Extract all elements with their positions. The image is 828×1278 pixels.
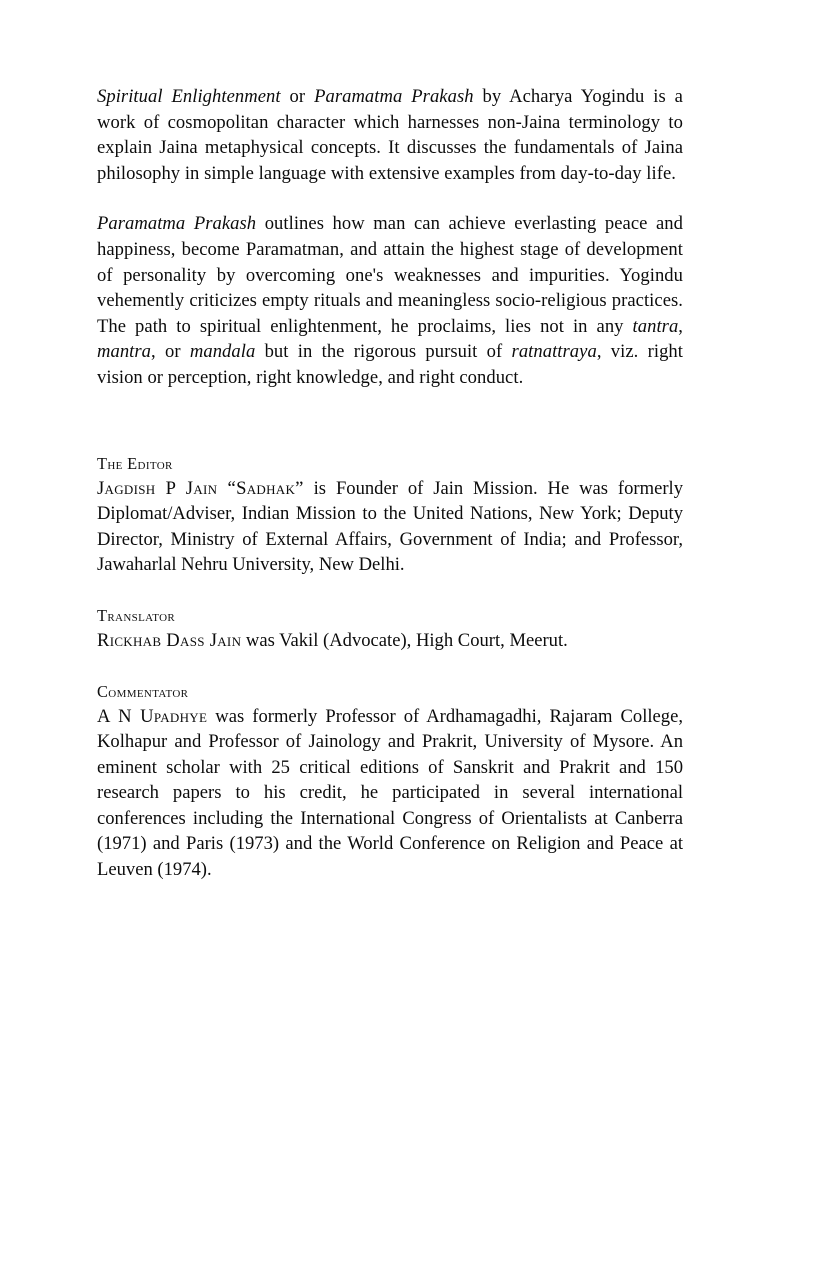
- role-heading-commentator: Commentator: [97, 681, 189, 701]
- person-name-translator: Rickhab Dass Jain: [97, 629, 242, 651]
- person-name-commentator: A N Upadhye: [97, 705, 208, 727]
- role-block-commentator: [97, 681, 683, 883]
- term-tantra: tantra: [632, 315, 679, 337]
- book-title-italic-2: Paramatma Prakash: [314, 86, 474, 107]
- text-column: [97, 84, 683, 883]
- blurb-2-body-c: , viz. right vision or perception, right knowledge, and right conduct.: [97, 341, 683, 388]
- blurb-2-body-b: but in the rigorous pursuit of: [255, 341, 512, 363]
- role-body-editor: [97, 476, 683, 578]
- role-block-translator: [97, 605, 683, 654]
- blurb-2-sep-1: ,: [678, 315, 683, 337]
- book-title-italic-1: Spiritual Enlightenment: [97, 86, 281, 107]
- blurb-paragraph-2: [97, 211, 683, 390]
- term-mantra: mantra: [97, 341, 152, 363]
- blurb-2-sep-2: , or: [151, 341, 190, 363]
- term-ratnattraya: ratnattraya: [511, 341, 597, 363]
- person-name-editor: Jagdish P Jain “Sadhak”: [97, 477, 304, 499]
- role-body-commentator: [97, 704, 683, 883]
- term-mandala: mandala: [189, 341, 256, 363]
- role-heading-translator: Translator: [97, 605, 176, 625]
- role-block-editor: [97, 453, 683, 578]
- blurb-2-body-a: outlines how man can achieve everlasting peace and happiness, become Paramatman, and attain the highest stage of development of personality by overcoming one's weaknesses and impurities. Yogindu vehemently criticizes empty rituals and meaningless socio-religious practices. The path to spiritual enlightenment, he proclaims, lies not in any: [97, 213, 683, 337]
- role-description-editor: is Founder of Jain Mission. He was formerly Diplomat/Adviser, Indian Mission to the United Nations, New York; Deputy Director, Ministry of External Affairs, Government of India; and Professor, Jawaharlal Nehru University, New Delhi.: [97, 477, 683, 576]
- role-description-commentator: was formerly Professor of Ardhamagadhi, Rajaram College, Kolhapur and Professor of Jainology and Prakrit, University of Mysore. An eminent scholar with 25 critical editions of Sanskrit and Prakrit and 150 research papers to his credit, he participated in several international conferences including the International Congress of Orientalists at Canberra (1971) and Paris (1973) and the World Conference on Religion and Peace at Leuven (1974).: [97, 705, 683, 881]
- role-description-translator: was Vakil (Advocate), High Court, Meerut.: [241, 629, 568, 651]
- role-heading-editor: The Editor: [97, 453, 173, 473]
- role-body-translator: [97, 628, 683, 654]
- blurb-1-conjunction: or: [280, 86, 315, 107]
- blurb-paragraph-1: [97, 84, 683, 186]
- blurb-1-body: by Acharya Yogindu is a work of cosmopolitan character which harnesses non-Jaina terminology to explain Jaina metaphysical concepts. It discusses the fundamentals of Jaina philosophy in simple language with extensive examples from day-to-day life.: [97, 86, 683, 184]
- book-title-italic-3: Paramatma Prakash: [97, 213, 257, 235]
